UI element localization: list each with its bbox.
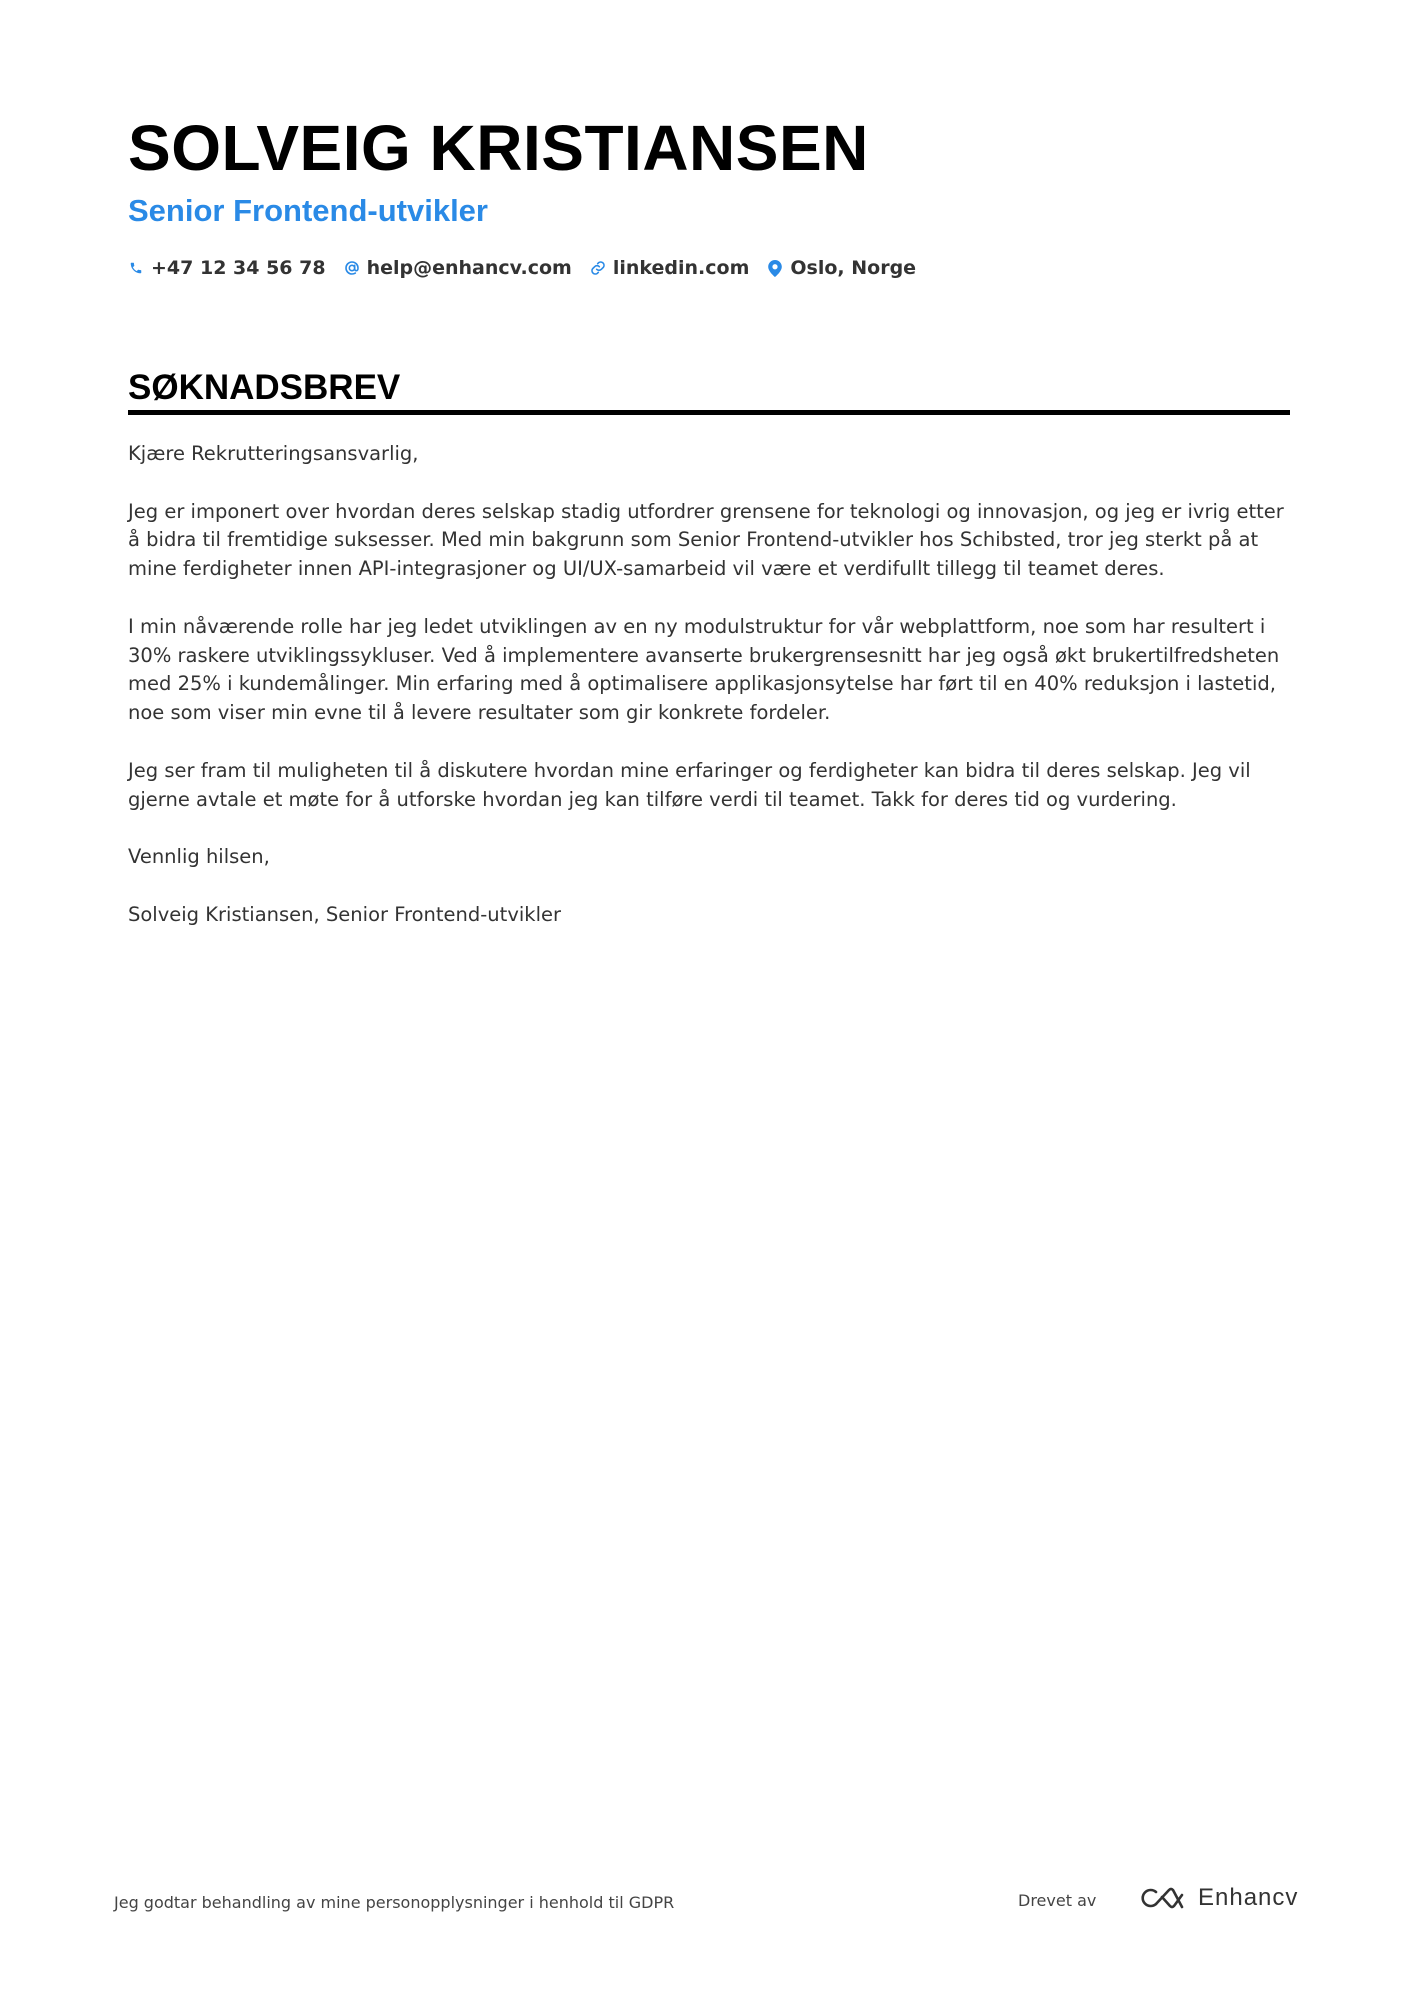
contact-info-bar [128,254,934,282]
section-title: SØKNADSBREV [128,368,401,407]
letter-closing: Vennlig hilsen, [128,845,270,869]
letter-paragraph: Jeg ser fram til muligheten til å diskutere hvordan mine erfaringer og ferdigheter kan bidra til deres selskap. Jeg vil gjerne avtale et møte for å utforske hvordan jeg kan tilføre verdi til teamet. Takk for deres tid og vurdering. [128,758,1251,811]
candidate-name: SOLVEIG KRISTIANSEN [128,112,869,184]
contact-phone [128,257,326,279]
letter-greeting: Kjære Rekrutteringsansvarlig, [128,442,419,465]
enhancv-logo-icon [1138,1885,1186,1911]
link-icon [590,258,606,278]
letter-paragraph: Jeg er imponert over hvordan deres selskap stadig utfordrer grensene for teknologi og innovasjon, og jeg er ivrig etter å bidra til fremtidige suksesser. Med min bakgrunn som Senior Frontend-utvikler hos Schibsted, tror jeg sterkt på at mine ferdigheter innen API-integrasjoner og UI/UX-samarbeid vil være et verdifullt tillegg til teamet deres. [128,499,1284,581]
candidate-job-title: Senior Frontend-utvikler [128,193,488,228]
location-pin-icon [767,258,783,278]
section-divider [128,410,1290,415]
contact-location [767,257,916,279]
contact-phone-text: +47 12 34 56 78 [151,257,326,279]
phone-icon [128,258,144,278]
letter-signature: Solveig Kristiansen, Senior Frontend-utvikler [128,902,561,926]
powered-by-label: Drevet av [1018,1891,1097,1910]
contact-email[interactable] [344,257,572,279]
gdpr-consent-text: Jeg godtar behandling av mine personopplysninger i henhold til GDPR [114,1893,675,1912]
letter-paragraph: I min nåværende rolle har jeg ledet utviklingen av en ny modulstruktur for vår webplattform, noe som har resultert i 30% raskere utviklingssykluser. Ved å implementere avanserte brukergrensesnitt har jeg også økt brukertilfredsheten med 25% i kundemålinger. Min erfaring med å optimalisere applikasjonsytelse har ført til en 40% reduksjon i lastetid, noe som viser min evne til å levere resultater som gir konkrete fordeler. [128,614,1280,725]
contact-location-text: Oslo, Norge [790,257,917,279]
enhancv-brand[interactable] [1138,1884,1298,1912]
contact-linkedin[interactable] [590,257,750,279]
at-icon [344,258,360,278]
contact-linkedin-text[interactable]: linkedin.com [612,257,750,279]
contact-email-text[interactable]: help@enhancv.com [366,257,572,279]
enhancv-brand-name: Enhancv [1198,1884,1299,1911]
letter-body [128,440,1294,958]
